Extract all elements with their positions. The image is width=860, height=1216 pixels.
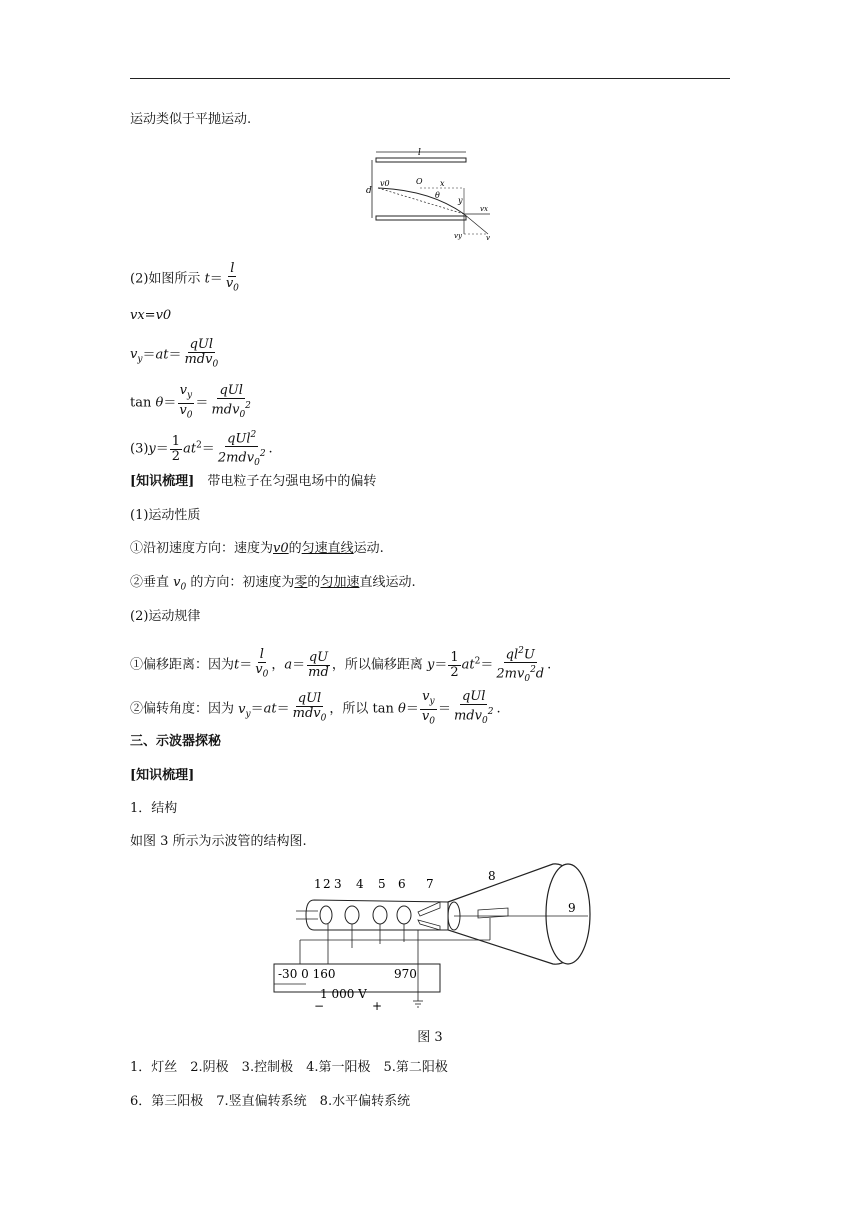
label-4: 4 bbox=[356, 877, 364, 891]
structure-title: 1．结构 bbox=[130, 801, 178, 816]
minus-sign: − bbox=[314, 999, 325, 1013]
section-title-oscilloscope: 三、示波器探秘 bbox=[130, 734, 222, 749]
label-2: 2 bbox=[323, 877, 331, 891]
label-3: 3 bbox=[334, 877, 342, 891]
knowledge-head-2: [知识梳理] bbox=[130, 768, 195, 783]
label-d: d bbox=[366, 186, 372, 196]
label-5: 5 bbox=[378, 877, 386, 891]
oscilloscope-tube-diagram bbox=[268, 856, 608, 1016]
label-y: y bbox=[458, 196, 463, 205]
label-vx: vx bbox=[480, 205, 488, 213]
label-8: 8 bbox=[488, 869, 496, 883]
label-v: v bbox=[486, 234, 490, 242]
eq-tan: tan θ＝ $\frac{v_y}{v_0}$ ＝ $\frac{\text{qUl}}{mdv_0^2}$ bbox=[130, 383, 251, 421]
plus-sign: + bbox=[372, 999, 383, 1013]
label-l: l bbox=[418, 148, 421, 158]
supply-voltage: 1 000 V bbox=[320, 987, 367, 1001]
rule-angle: ②偏转角度：因为 $v_y=at=$ $\frac{\text{qUl}}{mdv_0}$ ，所以 tan θ＝ $\frac{v_y}{v_0}$ ＝ $\frac{\text{qUl}}{mdv_0^2}$ . bbox=[130, 689, 501, 727]
label-1: 1 bbox=[314, 877, 322, 891]
rule-offset: ①偏移距离：因为t＝ $\frac{l}{v_0}$ ，a＝ $\frac{qU}{md}$ ，所以偏移距离 y＝ $\frac{1}{2}$ $at^2=$ $\frac{ql^2U}{2mv_0^2d}$ . bbox=[130, 646, 552, 685]
eq-vx: vx=v0 bbox=[130, 308, 172, 323]
label-9: 9 bbox=[568, 901, 576, 915]
component-list-1: 1．灯丝 2.阴极 3.控制极 4.第一阳极 5.第二阳极 bbox=[130, 1060, 448, 1075]
header-rule bbox=[130, 78, 730, 79]
eq-t: (2)如图所示 t＝ $\frac{l}{v_0}$ bbox=[130, 261, 239, 294]
component-list-2: 6．第三阳极 7.竖直偏转系统 8.水平偏转系统 bbox=[130, 1094, 411, 1109]
section-motion-law: (2)运动规律 bbox=[130, 609, 201, 624]
label-O: O bbox=[416, 177, 423, 186]
figure-caption: 图 3 bbox=[417, 1030, 443, 1045]
structure-desc: 如图 3 所示为示波管的结构图. bbox=[130, 834, 307, 849]
intro-text: 运动类似于平抛运动. bbox=[130, 112, 252, 127]
label-vy: vy bbox=[454, 232, 462, 240]
section-motion-nature: (1)运动性质 bbox=[130, 508, 201, 523]
item-initial-direction: ①沿初速度方向：速度为v0的匀速直线运动. bbox=[130, 541, 384, 556]
label-7: 7 bbox=[426, 877, 434, 891]
label-theta: θ bbox=[435, 191, 440, 200]
eq-vy: $v_y=at=$ $\frac{\text{qUl}}{mdv_0}$ bbox=[130, 337, 219, 370]
item-perpendicular-direction: ②垂直 $v_0$ 的方向：初速度为零的匀加速直线运动. bbox=[130, 575, 416, 593]
knowledge-head: [知识梳理] 带电粒子在匀强电场中的偏转 bbox=[130, 474, 377, 489]
label-6: 6 bbox=[398, 877, 406, 891]
eq-y: (3)y＝ $\frac{1}{2}$ $at^2=$ $\frac{qUl^2}{2mdv_0^2}$ . bbox=[130, 430, 273, 469]
deflection-diagram bbox=[360, 146, 500, 242]
label-x: x bbox=[440, 179, 445, 188]
label-v0: v0 bbox=[380, 179, 390, 188]
voltage-970: 970 bbox=[394, 967, 417, 981]
voltage-labels: -30 0 160 bbox=[278, 967, 336, 981]
